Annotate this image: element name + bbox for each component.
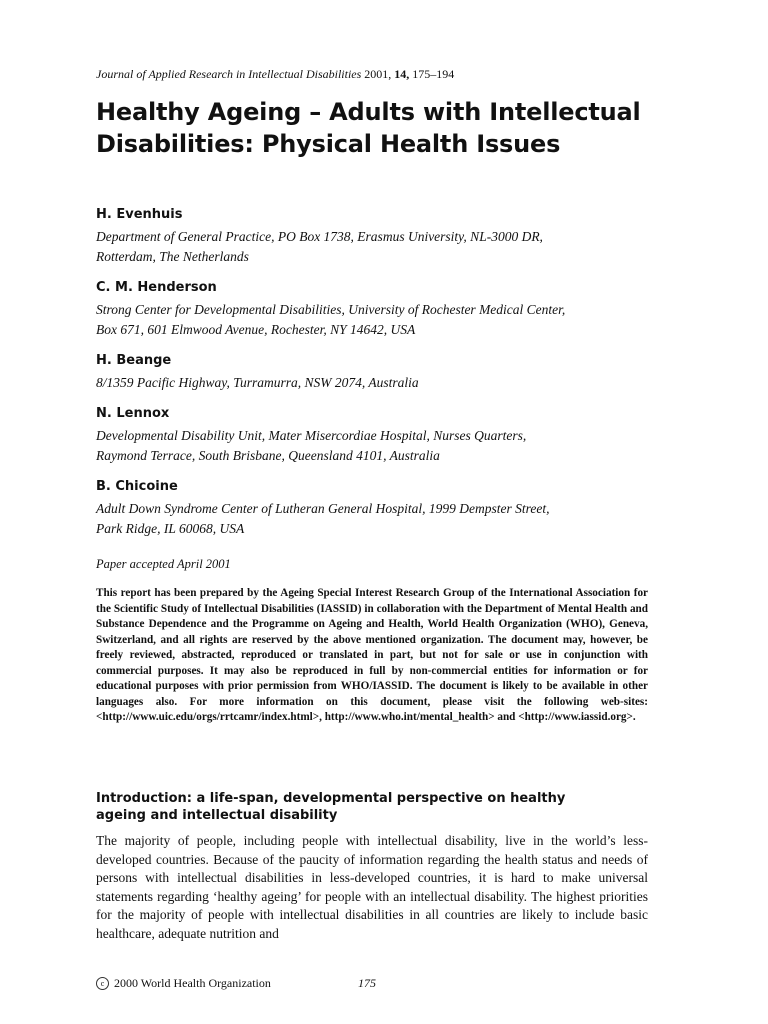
affiliation-line: Rotterdam, The Netherlands	[96, 249, 249, 264]
author-name: H. Beange	[96, 353, 172, 368]
body-paragraph: The majority of people, including people with intellectual disability, live in the world’s less-developed countries. Because of the paucity of information regarding the health status and needs of persons with intellectual disabilities in less-developed countries, it is hard to make universal statements regarding ‘healthy ageing’ for people with an intellectual disability. The highest priorities for the majority of people with intellectual disabilities in all countries are likely to include basic healthcare, adequate nutrition and	[96, 833, 648, 941]
journal-name: Journal of Applied Research in Intellectual Disabilities	[96, 67, 362, 81]
author-block	[96, 206, 656, 267]
copyright-icon: c	[96, 977, 109, 990]
author-block	[96, 405, 656, 466]
affiliation-line: Developmental Disability Unit, Mater Misercordiae Hospital, Nurses Quarters,	[96, 428, 527, 443]
affiliation-line: Raymond Terrace, South Brisbane, Queensland 4101, Australia	[96, 448, 440, 463]
heading-line-1: Introduction: a life-span, developmental perspective on healthy	[96, 791, 566, 806]
author-block	[96, 352, 656, 393]
author-name: C. M. Henderson	[96, 280, 217, 295]
author-name: B. Chicoine	[96, 479, 178, 494]
section-heading	[96, 790, 616, 824]
author-affiliation	[96, 227, 656, 267]
journal-year: 2001,	[364, 67, 392, 81]
affiliation-line: Department of General Practice, PO Box 1738, Erasmus University, NL-3000 DR,	[96, 229, 543, 244]
title-line-1: Healthy Ageing – Adults with Intellectual	[96, 98, 641, 126]
title-line-2: Disabilities: Physical Health Issues	[96, 130, 561, 158]
page-footer	[96, 975, 648, 991]
author-block	[96, 478, 656, 539]
author-affiliation	[96, 426, 656, 466]
article-title	[96, 96, 656, 160]
affiliation-line: Adult Down Syndrome Center of Lutheran General Hospital, 1999 Dempster Street,	[96, 501, 550, 516]
affiliation-line: Box 671, 601 Elmwood Avenue, Rochester, NY 14642, USA	[96, 322, 416, 337]
journal-pages: 175–194	[412, 67, 455, 81]
author-affiliation	[96, 499, 656, 539]
author-name: N. Lennox	[96, 406, 170, 421]
accepted-date: Paper accepted April 2001	[96, 557, 231, 571]
affiliation-line: Park Ridge, IL 60068, USA	[96, 521, 245, 536]
copyright-text: 2000 World Health Organization	[114, 976, 271, 990]
affiliation-line: 8/1359 Pacific Highway, Turramurra, NSW 2074, Australia	[96, 375, 419, 390]
journal-volume: 14,	[394, 67, 410, 81]
page-number: 175	[358, 976, 376, 990]
heading-line-2: ageing and intellectual disability	[96, 808, 338, 823]
author-affiliation	[96, 300, 656, 340]
author-name: H. Evenhuis	[96, 207, 183, 222]
author-block	[96, 279, 656, 340]
author-affiliation	[96, 373, 656, 393]
copyright-notice: This report has been prepared by the Ageing Special Interest Research Group of the International Association for the Scientific Study of Intellectual Disabilities (IASSID) in collaboration with the Department of Mental Health and Substance Dependence and the Programme on Ageing and Health, World Health Organization (WHO), Geneva, Switzerland, and all rights are reserved by the above mentioned organization. The document may, however, be freely reviewed, abstracted, reproduced or translated in part, but not for sale or use in conjunction with commercial purposes. It may also be reproduced in full by non-commercial entities for information or for educational purposes with prior permission from WHO/IASSID. The document is likely to be available in other languages also. For more information on this document, please visit the following web-sites: <http://www.uic.edu/orgs/rrtcamr/index.html>, http://www.who.int/mental_health> and <http://www.iassid.org>.	[96, 587, 648, 723]
affiliation-line: Strong Center for Developmental Disabilities, University of Rochester Medical Center,	[96, 302, 566, 317]
journal-citation	[96, 66, 454, 82]
